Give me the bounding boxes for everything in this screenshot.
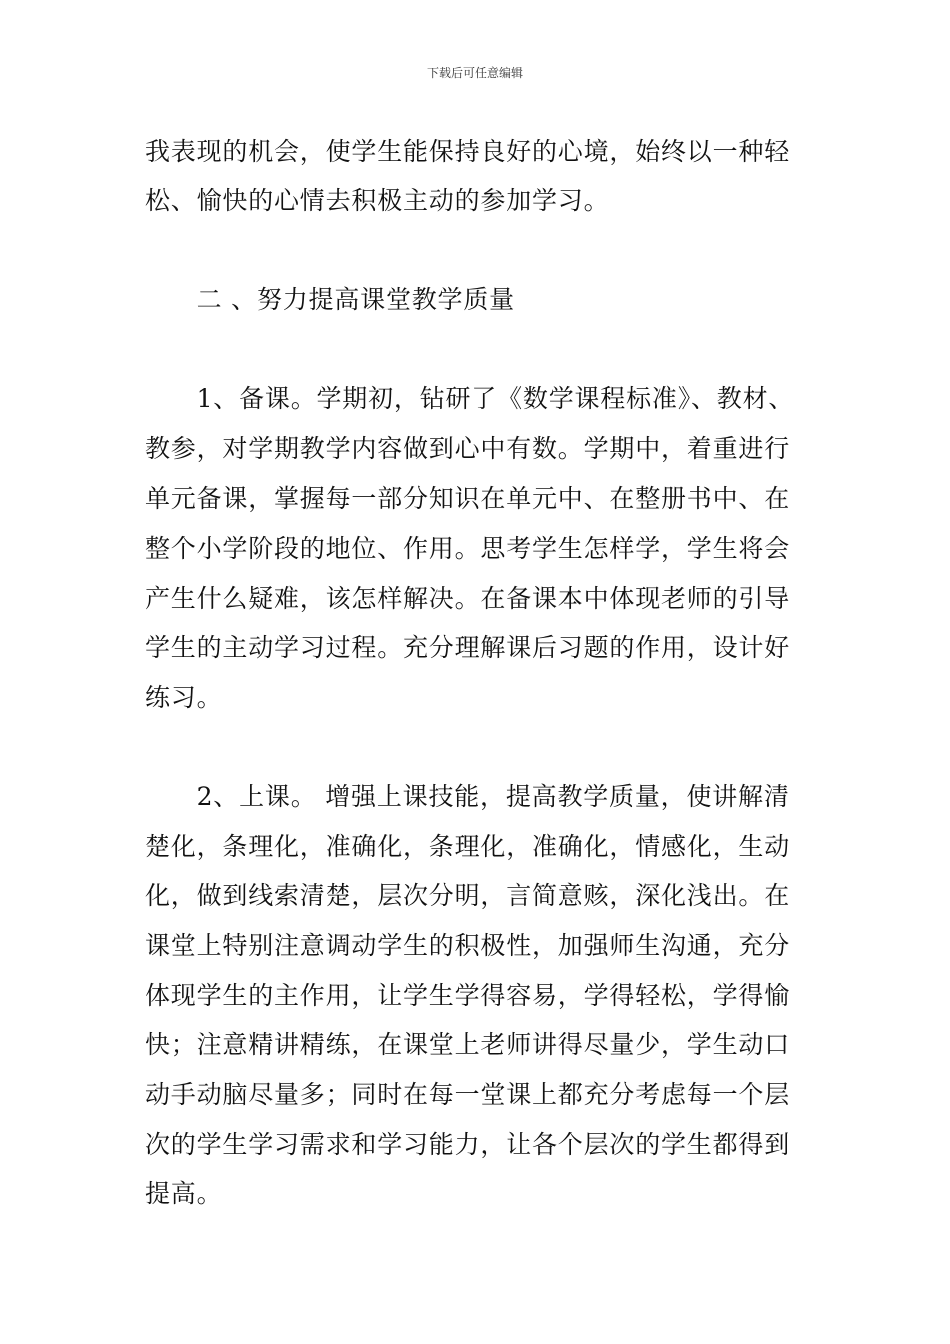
paragraph-3-line-5: 产生什么疑难，该怎样解决。在备课本中体现老师的引导 <box>145 584 791 613</box>
paragraph-4-line-7: 动手动脑尽量多；同时在每一堂课上都充分考虑每一个层 <box>145 1080 791 1109</box>
paragraph-4-line-9: 提高。 <box>145 1179 223 1208</box>
paragraph-3-line-3: 单元备课，掌握每一部分知识在单元中、在整册书中、在 <box>145 484 791 513</box>
paragraph-3-line-1: 1、备课。学期初，钻研了《数学课程标准》、教材、 <box>145 384 795 413</box>
section-heading: 二 、努力提高课堂教学质量 <box>145 285 515 314</box>
paragraph-1-line-1: 我表现的机会，使学生能保持良好的心境，始终以一种轻 <box>145 137 791 166</box>
page-header: 下载后可任意编辑 <box>426 66 523 80</box>
paragraph-4-line-4: 课堂上特别注意调动学生的积极性，加强师生沟通，充分 <box>145 931 791 960</box>
paragraph-4-line-5: 体现学生的主作用，让学生学得容易，学得轻松，学得愉 <box>145 981 791 1010</box>
paragraph-3-line-6: 学生的主动学习过程。充分理解课后习题的作用，设计好 <box>145 633 791 662</box>
paragraph-3-line-2: 教参，对学期教学内容做到心中有数。学期中，着重进行 <box>145 434 791 463</box>
paragraph-4-line-2: 楚化，条理化，准确化，条理化，准确化，情感化，生动 <box>145 832 791 861</box>
paragraph-4-line-1: 2、上课。 增强上课技能，提高教学质量，使讲解清 <box>145 782 790 811</box>
paragraph-4-line-3: 化，做到线索清楚，层次分明，言简意赅，深化浅出。在 <box>145 881 791 910</box>
paragraph-4-line-8: 次的学生学习需求和学习能力，让各个层次的学生都得到 <box>145 1130 791 1159</box>
paragraph-3-line-4: 整个小学阶段的地位、作用。思考学生怎样学，学生将会 <box>145 534 791 563</box>
paragraph-3-line-7: 练习。 <box>145 683 223 712</box>
paragraph-1-line-2: 松、愉快的心情去积极主动的参加学习。 <box>145 186 610 215</box>
paragraph-4-line-6: 快；注意精讲精练，在课堂上老师讲得尽量少，学生动口 <box>145 1030 791 1059</box>
